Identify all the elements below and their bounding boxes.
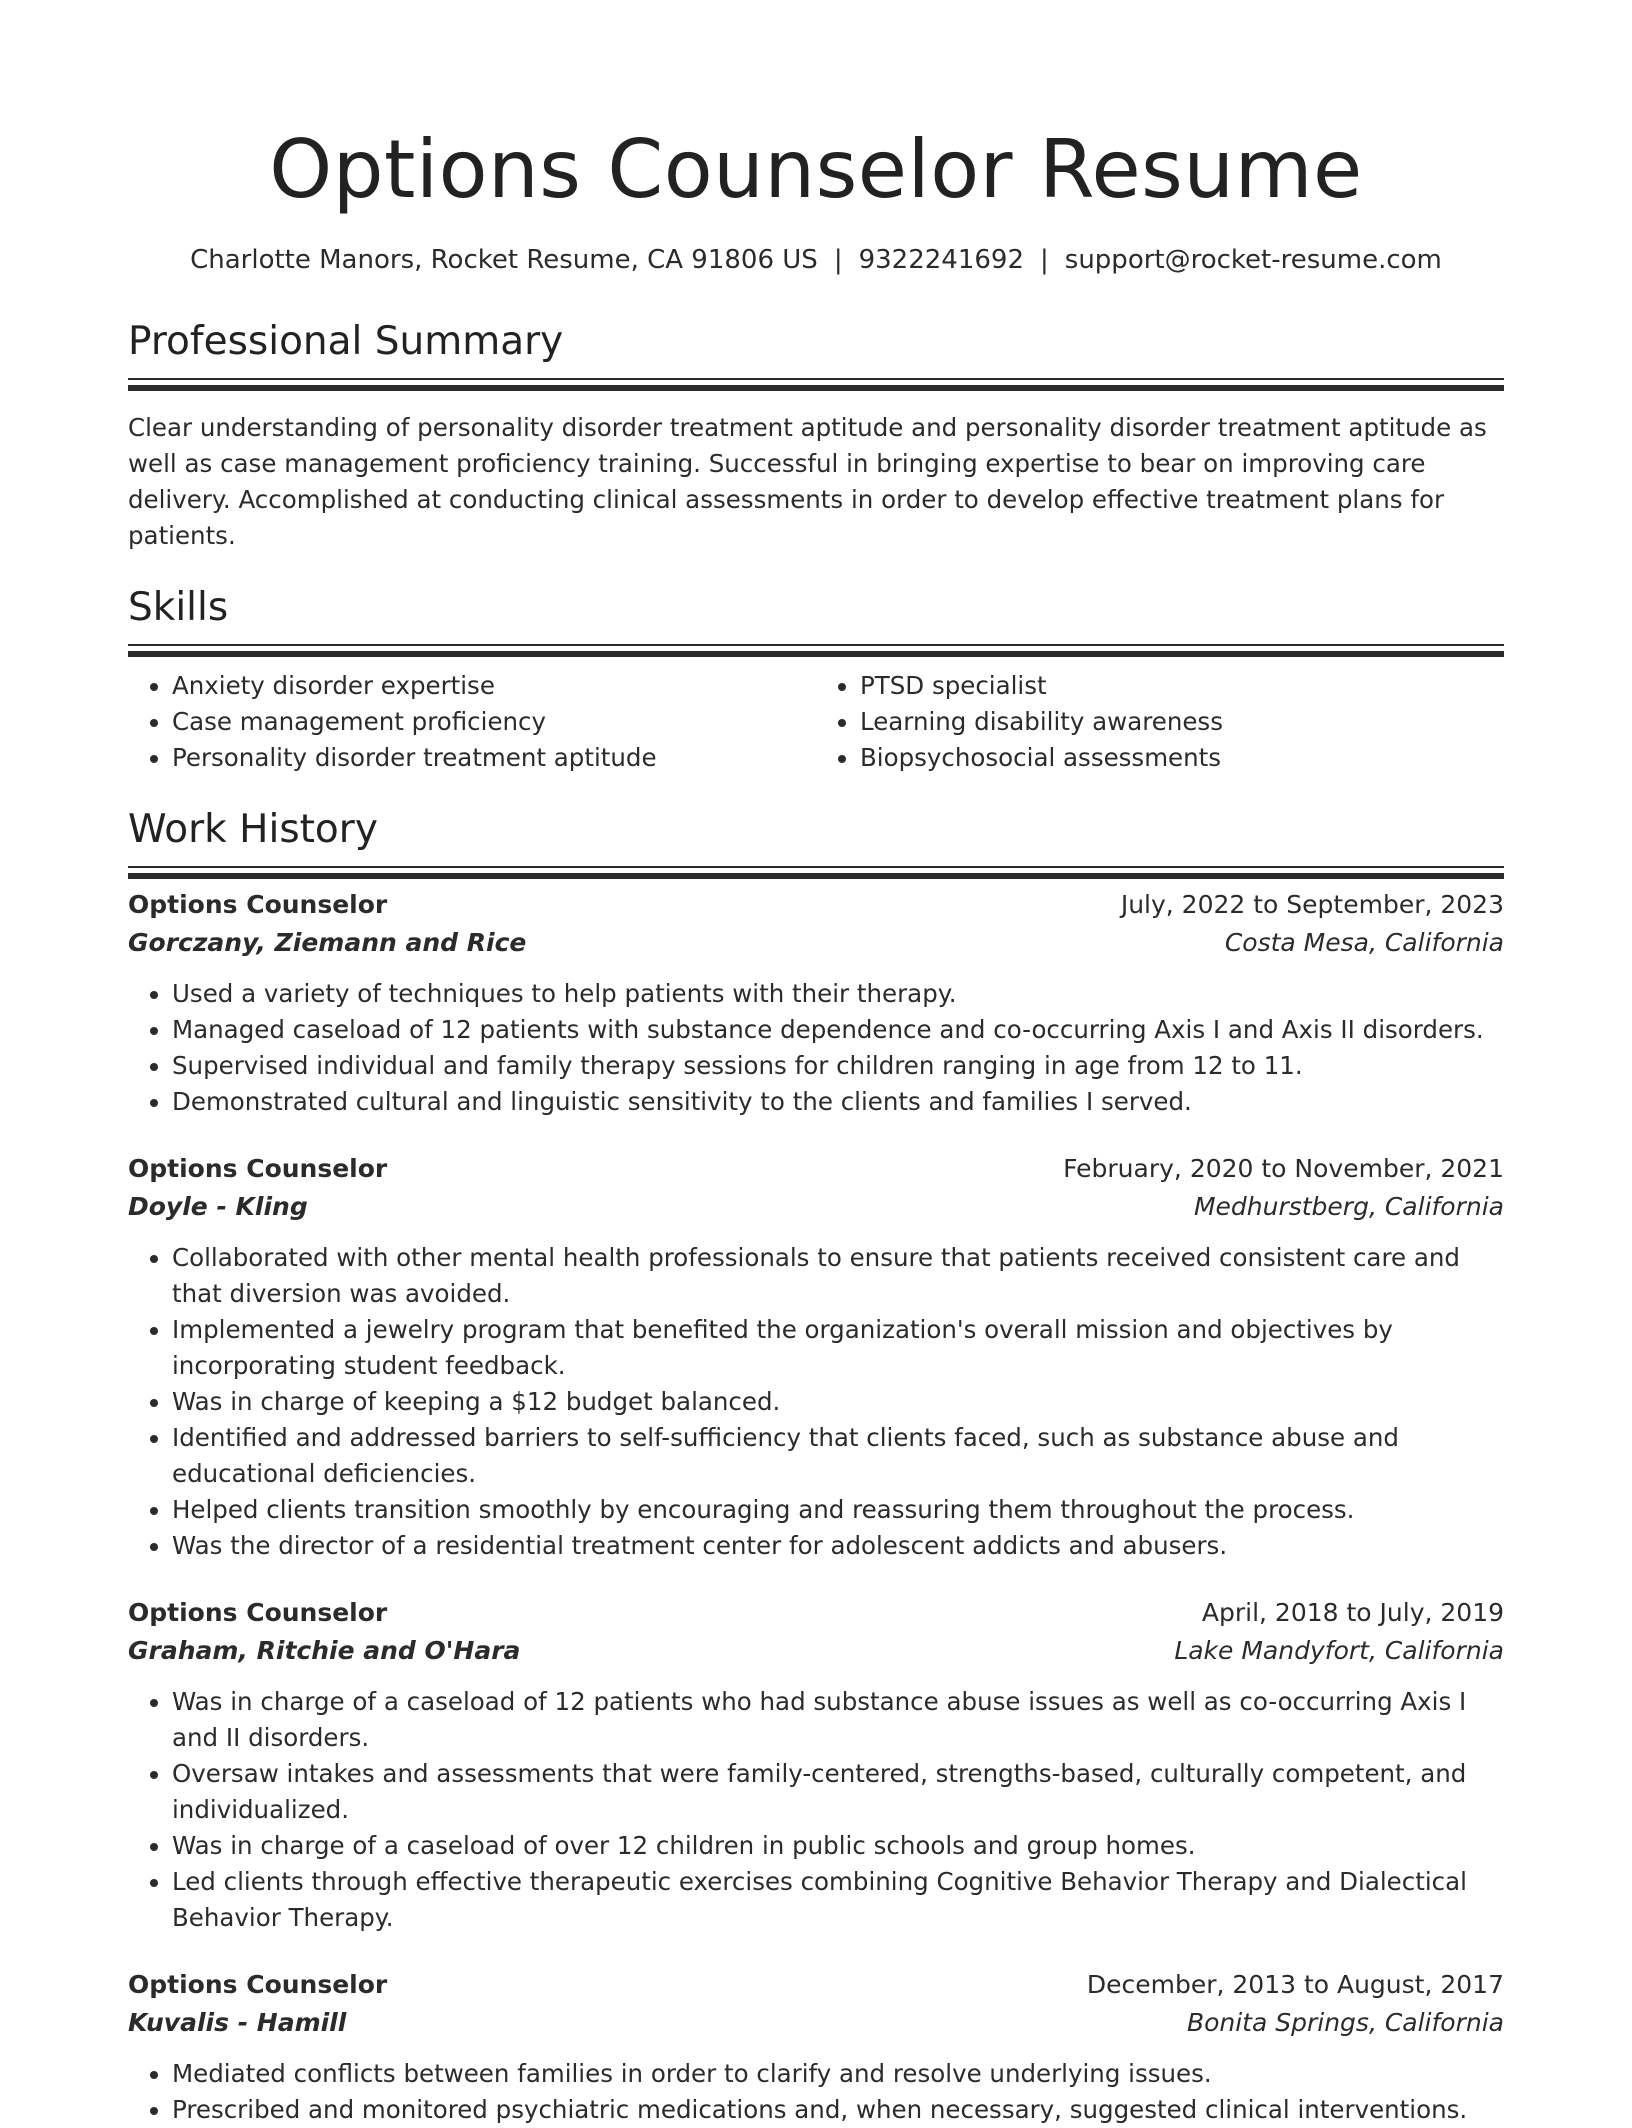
section-heading-summary: Professional Summary <box>128 319 564 364</box>
section-divider <box>128 644 1504 646</box>
contact-separator: | <box>1040 245 1049 275</box>
job-company: Gorczany, Ziemann and Rice <box>128 928 527 957</box>
job-header-row <box>128 1966 1504 2004</box>
job-header-row <box>128 1150 1504 1188</box>
section-divider <box>128 378 1504 380</box>
job-bullet: • Collaborated with other mental health professionals to ensure that patients received consistent care and that diversion was avoided. <box>172 1240 1504 1312</box>
job-entry <box>128 1966 1504 2128</box>
job-company: Graham, Ritchie and O'Hara <box>128 1636 521 1665</box>
job-entry <box>128 1150 1504 1564</box>
job-bullets <box>128 1684 1504 1936</box>
job-entry <box>128 1594 1504 1936</box>
job-title: Options Counselor <box>128 1154 388 1183</box>
skill-item: • Case management proficiency <box>172 704 816 740</box>
job-title: Options Counselor <box>128 1970 388 1999</box>
skill-item: • Biopsychosocial assessments <box>860 740 1504 776</box>
job-location: Medhurstberg, California <box>1193 1192 1504 1221</box>
contact-address: Charlotte Manors, Rocket Resume, CA 91806 US <box>190 245 818 275</box>
job-company: Doyle - Kling <box>128 1192 308 1221</box>
job-location: Costa Mesa, California <box>1224 928 1504 957</box>
job-company: Kuvalis - Hamill <box>128 2008 347 2037</box>
skill-item: • Personality disorder treatment aptitude <box>172 740 816 776</box>
job-bullet: • Helped clients transition smoothly by encouraging and reassuring them throughout the process. <box>172 1492 1504 1528</box>
job-subheader-row <box>128 1632 1504 1670</box>
job-entry <box>128 886 1504 1120</box>
job-bullet: • Used a variety of techniques to help patients with their therapy. <box>172 976 1504 1012</box>
section-heading-skills: Skills <box>128 585 229 630</box>
skill-item: • Learning disability awareness <box>860 704 1504 740</box>
job-title: Options Counselor <box>128 1598 388 1627</box>
section-divider <box>128 866 1504 868</box>
job-location: Bonita Springs, California <box>1186 2008 1504 2037</box>
job-bullet: • Identified and addressed barriers to self-sufficiency that clients faced, such as substance abuse and educational deficiencies. <box>172 1420 1504 1492</box>
section-heading-work: Work History <box>128 807 378 852</box>
skills-column-left <box>128 668 816 776</box>
job-bullets <box>128 2056 1504 2128</box>
skills-list <box>128 668 1504 776</box>
job-bullet: • Prescribed and monitored psychiatric medications and, when necessary, suggested clinical interventions. <box>172 2092 1504 2128</box>
skill-item: • PTSD specialist <box>860 668 1504 704</box>
job-header-row <box>128 1594 1504 1632</box>
job-bullet: • Was in charge of keeping a $12 budget balanced. <box>172 1384 1504 1420</box>
job-bullet: • Was the director of a residential treatment center for adolescent addicts and abusers. <box>172 1528 1504 1564</box>
job-subheader-row <box>128 1188 1504 1226</box>
job-location: Lake Mandyfort, California <box>1174 1636 1504 1665</box>
resume-title: Options Counselor Resume <box>269 123 1363 216</box>
summary-text: Clear understanding of personality disorder treatment aptitude and personality disorder treatment aptitude as well as case management proficiency training. Successful in bringing expertise to bear on improving care delivery. Accomplished at conducting clinical assessments in order to develop effective treatment plans for patients. <box>128 413 1487 550</box>
job-bullet: • Demonstrated cultural and linguistic sensitivity to the clients and families I served. <box>172 1084 1504 1120</box>
job-dates: April, 2018 to July, 2019 <box>1201 1598 1504 1627</box>
job-subheader-row <box>128 924 1504 962</box>
job-bullet: • Supervised individual and family therapy sessions for children ranging in age from 12 to 11. <box>172 1048 1504 1084</box>
contact-email: support@rocket-resume.com <box>1064 245 1442 275</box>
skills-column-right <box>816 668 1504 776</box>
job-bullet: • Managed caseload of 12 patients with substance dependence and co-occurring Axis I and Axis II disorders. <box>172 1012 1504 1048</box>
job-title: Options Counselor <box>128 890 388 919</box>
job-dates: December, 2013 to August, 2017 <box>1086 1970 1504 1999</box>
job-dates: February, 2020 to November, 2021 <box>1063 1154 1504 1183</box>
job-bullet: • Implemented a jewelry program that benefited the organization's overall mission and objectives by incorporating student feedback. <box>172 1312 1504 1384</box>
job-bullet: • Was in charge of a caseload of 12 patients who had substance abuse issues as well as co-occurring Axis I and II disorders. <box>172 1684 1504 1756</box>
job-dates: July, 2022 to September, 2023 <box>1120 890 1504 919</box>
contact-separator: | <box>833 245 843 275</box>
job-bullet: • Led clients through effective therapeutic exercises combining Cognitive Behavior Therapy and Dialectical Behavior Therapy. <box>172 1864 1504 1936</box>
job-bullet: • Mediated conflicts between families in order to clarify and resolve underlying issues. <box>172 2056 1504 2092</box>
job-header-row <box>128 886 1504 924</box>
job-bullets <box>128 976 1504 1120</box>
contact-line <box>128 242 1504 278</box>
contact-phone: 9322241692 <box>858 245 1025 275</box>
job-bullets <box>128 1240 1504 1564</box>
job-subheader-row <box>128 2004 1504 2042</box>
skill-item: • Anxiety disorder expertise <box>172 668 816 704</box>
job-bullet: • Oversaw intakes and assessments that were family-centered, strengths-based, culturally competent, and individualized. <box>172 1756 1504 1828</box>
job-bullet: • Was in charge of a caseload of over 12 children in public schools and group homes. <box>172 1828 1504 1864</box>
